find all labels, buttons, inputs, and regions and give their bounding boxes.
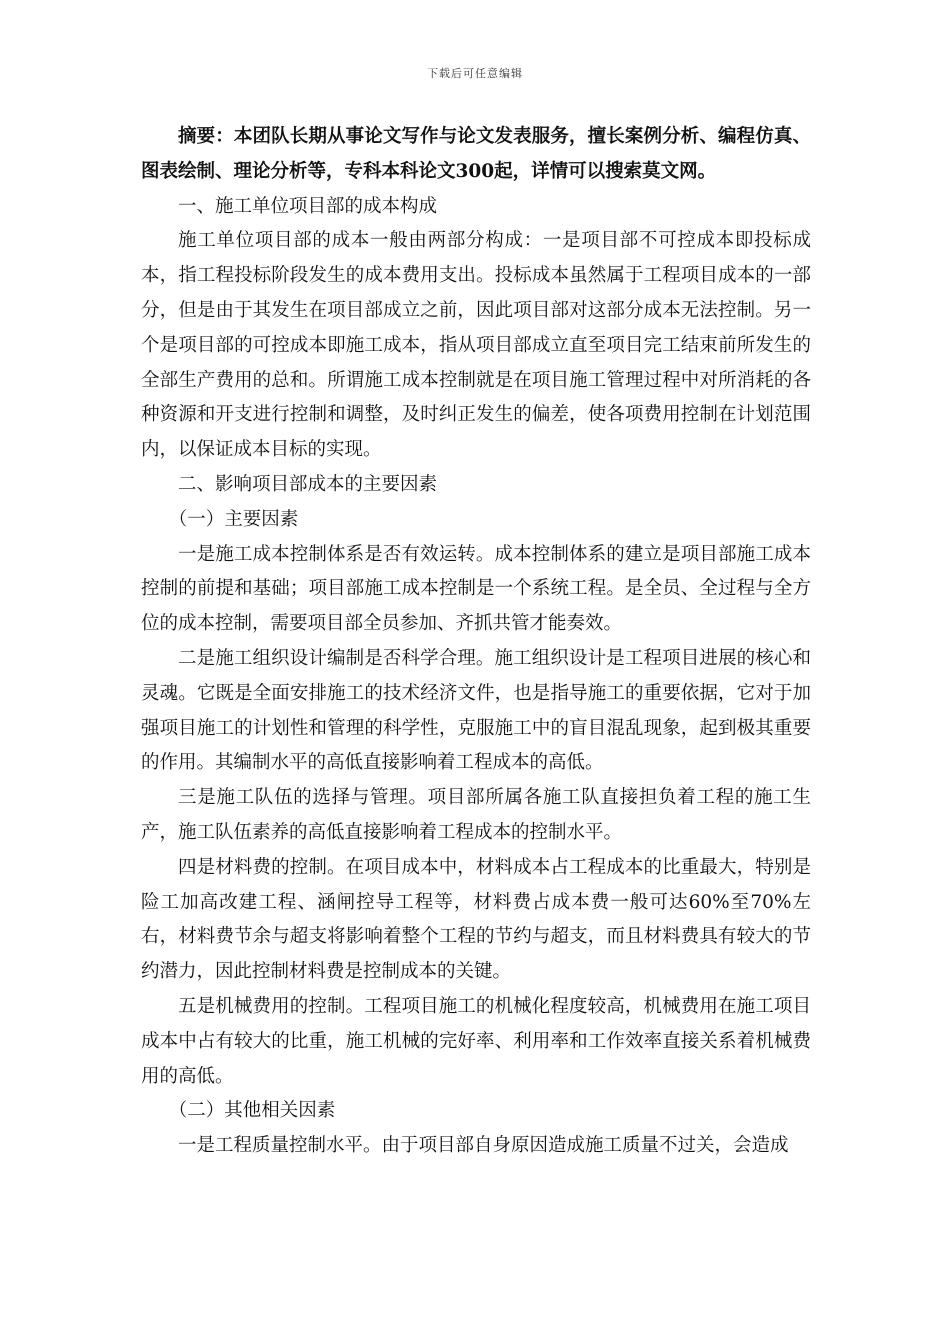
document-body (141, 120, 811, 1164)
paragraph-factor-4: 四是材料费的控制。在项目成本中，材料成本占工程成本的比重最大，特别是险工加高改建工程、涵闸控导工程等，材料费占成本费一般可达60%至70%左右，材料费节余与超支将影响着整个工程的节约与超支，而且材料费具有较大的节约潜力，因此控制材料费是控制成本的关键。 (141, 856, 811, 983)
paragraph-factor-1: 一是施工成本控制体系是否有效运转。成本控制体系的建立是项目部施工成本控制的前提和基础；项目部施工成本控制是一个系统工程。是全员、全过程与全方位的成本控制，需要项目部全员参加、齐抓共管才能奏效。 (141, 543, 811, 635)
page-header: 下载后可任意编辑 (427, 67, 523, 80)
paragraph-factor-3: 三是施工队伍的选择与管理。项目部所属各施工队直接担负着工程的施工生产，施工队伍素养的高低直接影响着工程成本的控制水平。 (141, 787, 811, 843)
section-heading-2: 二、影响项目部成本的主要因素 (178, 473, 438, 495)
paragraph-cost-composition: 施工单位项目部的成本一般由两部分构成：一是项目部不可控成本即投标成本，指工程投标阶段发生的成本费用支出。投标成本虽然属于工程项目成本的一部分，但是由于其发生在项目部成立之前，因此项目部对这部分成本无法控制。另一个是项目部的可控成本即施工成本，指从项目部成立直至项目完工结束前所发生的全部生产费用的总和。所谓施工成本控制就是在项目施工管理过程中对所消耗的各种资源和开支进行控制和调整，及时纠正发生的偏差，使各项费用控制在计划范围内，以保证成本目标的实现。 (141, 230, 811, 461)
subsection-heading-main-factors: （一）主要因素 (168, 508, 299, 530)
section-heading-1: 一、施工单位项目部的成本构成 (178, 195, 438, 217)
paragraph-factor-5: 五是机械费用的控制。工程项目施工的机械化程度较高，机械费用在施工项目成本中占有较大的比重，施工机械的完好率、利用率和工作效率直接关系着机械费用的高低。 (141, 995, 811, 1087)
abstract-paragraph: 摘要：本团队长期从事论文写作与论文发表服务，擅长案例分析、编程仿真、图表绘制、理论分析等，专科本科论文300起，详情可以搜索莫文网。 (141, 126, 811, 182)
subsection-heading-other-factors: （二）其他相关因素 (168, 1100, 336, 1122)
paragraph-factor-2: 二是施工组织设计编制是否科学合理。施工组织设计是工程项目进展的核心和灵魂。它既是全面安排施工的技术经济文件，也是指导施工的重要依据，它对于加强项目施工的计划性和管理的科学性，克服施工中的盲目混乱现象，起到极其重要的作用。其编制水平的高低直接影响着工程成本的高低。 (141, 647, 811, 774)
paragraph-other-factor-1: 一是工程质量控制水平。由于项目部自身原因造成施工质量不过关，会造成 (178, 1135, 789, 1157)
